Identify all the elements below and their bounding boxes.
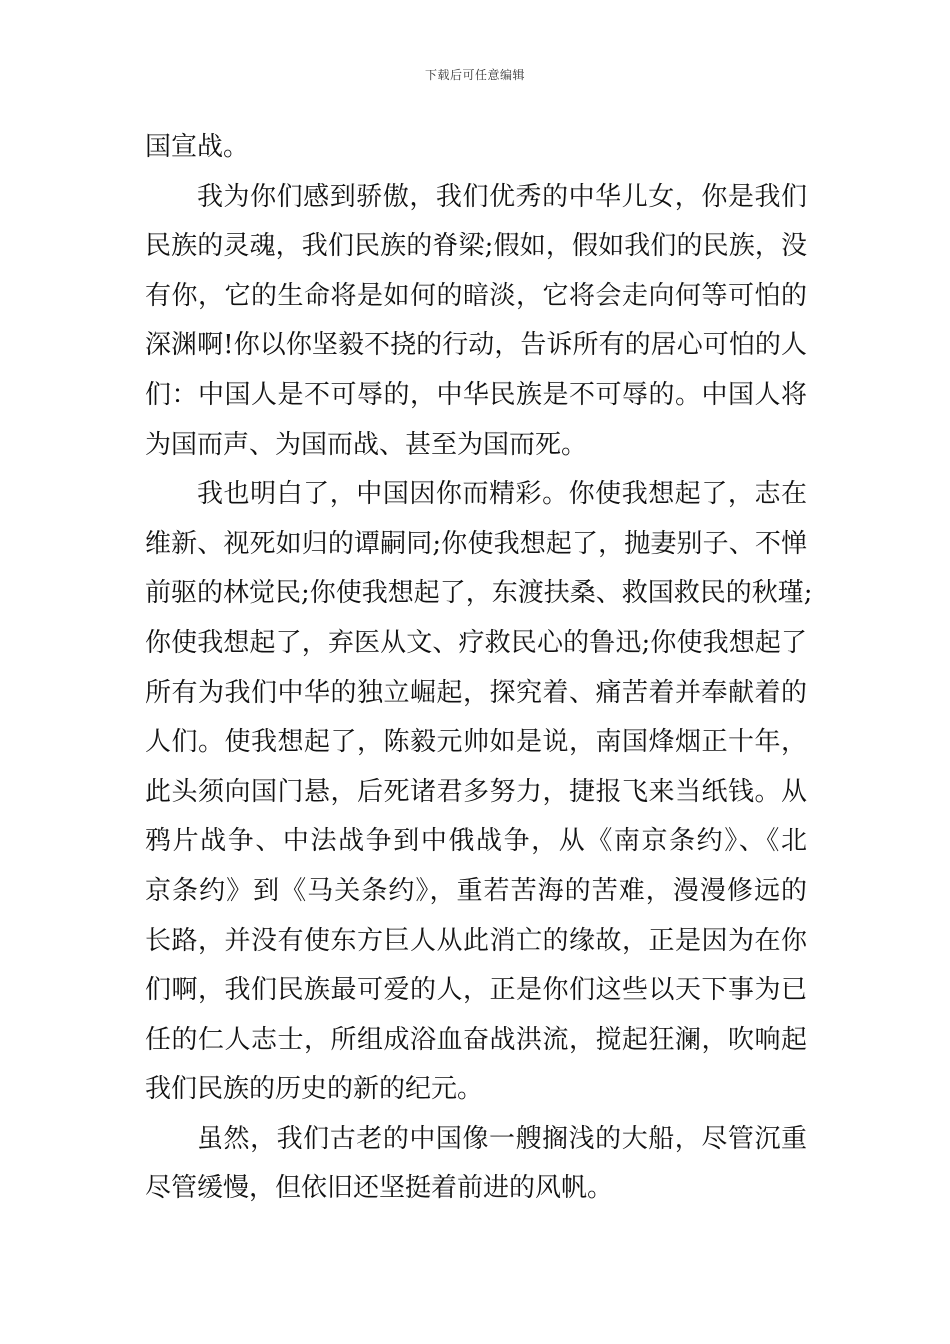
paragraph	[145, 1115, 807, 1214]
text-line: 们：中国人是不可辱的，中华民族是不可辱的。中国人将	[145, 379, 807, 410]
text-line: 你使我想起了，弃医从文、疗救民心的鲁迅;你使我想起了	[145, 627, 807, 658]
text-line: 我也明白了，中国因你而精彩。你使我想起了，志在	[197, 479, 807, 510]
text-line: 深渊啊!你以你坚毅不挠的行动，告诉所有的居心可怕的人	[145, 330, 807, 361]
text-line: 所有为我们中华的独立崛起，探究着、痛苦着并奉献着的	[145, 677, 807, 708]
text-line: 我为你们感到骄傲，我们优秀的中华儿女，你是我们	[197, 181, 807, 212]
text-line: 前驱的林觉民;你使我想起了，东渡扶桑、救国救民的秋瑾;	[145, 578, 813, 609]
document-body	[145, 123, 813, 1214]
page-header: 下载后可任意编辑	[424, 68, 525, 82]
text-line: 民族的灵魂，我们民族的脊梁;假如，假如我们的民族，没	[145, 231, 807, 262]
text-line: 有你，它的生命将是如何的暗淡，它将会走向何等可怕的	[145, 280, 807, 311]
text-line: 此头须向国门悬，后死诸君多努力，捷报飞来当纸钱。从	[145, 776, 807, 807]
text-line: 虽然，我们古老的中国像一艘搁浅的大船，尽管沉重	[197, 1123, 807, 1154]
text-line: 鸦片战争、中法战争到中俄战争，从《南京条约》、《北	[145, 826, 807, 857]
paragraph	[145, 123, 807, 173]
text-line: 任的仁人志士，所组成浴血奋战洪流，搅起狂澜，吹响起	[145, 1024, 807, 1055]
text-line: 为国而声、为国而战、甚至为国而死。	[145, 429, 588, 460]
text-line: 人们。使我想起了，陈毅元帅如是说，南国烽烟正十年，	[145, 727, 807, 758]
text-line: 我们民族的历史的新的纪元。	[145, 1074, 484, 1105]
paragraph	[145, 173, 807, 471]
paragraph	[145, 470, 813, 1115]
text-line: 维新、视死如归的谭嗣同;你使我想起了，抛妻别子、不惮	[145, 528, 807, 559]
text-line: 长路，并没有使东方巨人从此消亡的缘故，正是因为在你	[145, 925, 807, 956]
text-line: 尽管缓慢，但依旧还坚挺着前进的风帆。	[145, 1173, 614, 1204]
text-line: 国宣战。	[145, 132, 250, 162]
text-line: 京条约》到《马关条约》，重若苦海的苦难，漫漫修远的	[145, 875, 807, 906]
text-line: 们啊，我们民族最可爱的人，正是你们这些以天下事为已	[145, 975, 807, 1006]
